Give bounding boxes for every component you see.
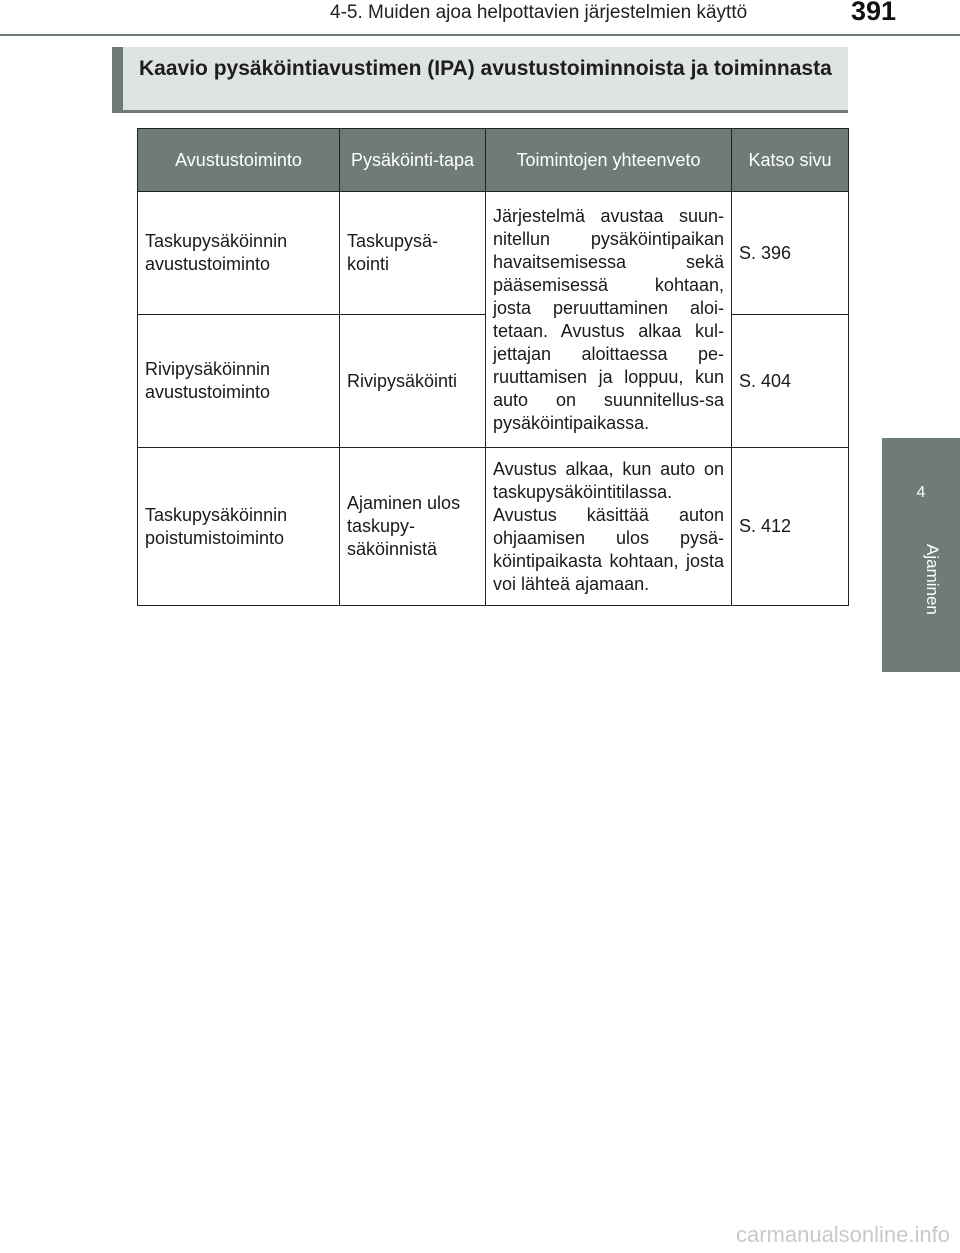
cell-method: Rivipysäköinti	[340, 315, 486, 448]
cell-function: Taskupysäköinnin avustustoiminto	[138, 192, 340, 315]
table-row	[138, 192, 849, 315]
cell-page: S. 404	[732, 315, 849, 448]
section-title: Kaavio pysäköintiavustimen (IPA) avustustoiminnoista ja toiminnasta	[139, 57, 832, 80]
table-row	[138, 448, 849, 606]
running-header-title: 4-5. Muiden ajoa helpottavien järjestelmien käyttö	[330, 2, 748, 23]
cell-page: S. 396	[732, 192, 849, 315]
header-function: Avustustoiminto	[138, 129, 340, 192]
table-header-row	[138, 129, 849, 192]
chapter-number: 4	[916, 484, 926, 501]
chapter-label: Ajaminen	[923, 544, 942, 615]
header-method: Pysäköinti-tapa	[340, 129, 486, 192]
cell-function: Rivipysäköinnin avustustoiminto	[138, 315, 340, 448]
watermark-text: carmanualsonline.info	[735, 1222, 950, 1247]
cell-summary: Järjestelmä avustaa suun-nitellun pysäköintipaikan havaitsemisessa sekä pääsemisessä kohtaan, josta peruuttaminen aloi-tetaan. Avustus alkaa kul-jettajan aloittaessa pe-ruuttamisen ja loppuu, kun auto on suunnitellus-sa pysäköintipaikassa.	[486, 192, 732, 448]
cell-method: Ajaminen ulos taskupy-säköinnistä	[340, 448, 486, 606]
cell-summary: Avustus alkaa, kun auto on taskupysäköintitilassa. Avustus käsittää auton ohjaamisen ulos pysä-köintipaikasta kohtaan, josta voi lähteä ajamaan.	[486, 448, 732, 606]
page-number: 391	[850, 0, 896, 26]
header-summary: Toimintojen yhteenveto	[486, 129, 732, 192]
header-divider	[0, 34, 960, 36]
section-heading-box	[112, 47, 848, 113]
cell-method: Taskupysä-kointi	[340, 192, 486, 315]
cell-function: Taskupysäköinnin poistumistoiminto	[138, 448, 340, 606]
header-page: Katso sivu	[732, 129, 849, 192]
chapter-tab	[882, 438, 960, 672]
cell-page: S. 412	[732, 448, 849, 606]
ipa-functions-table	[137, 128, 849, 606]
